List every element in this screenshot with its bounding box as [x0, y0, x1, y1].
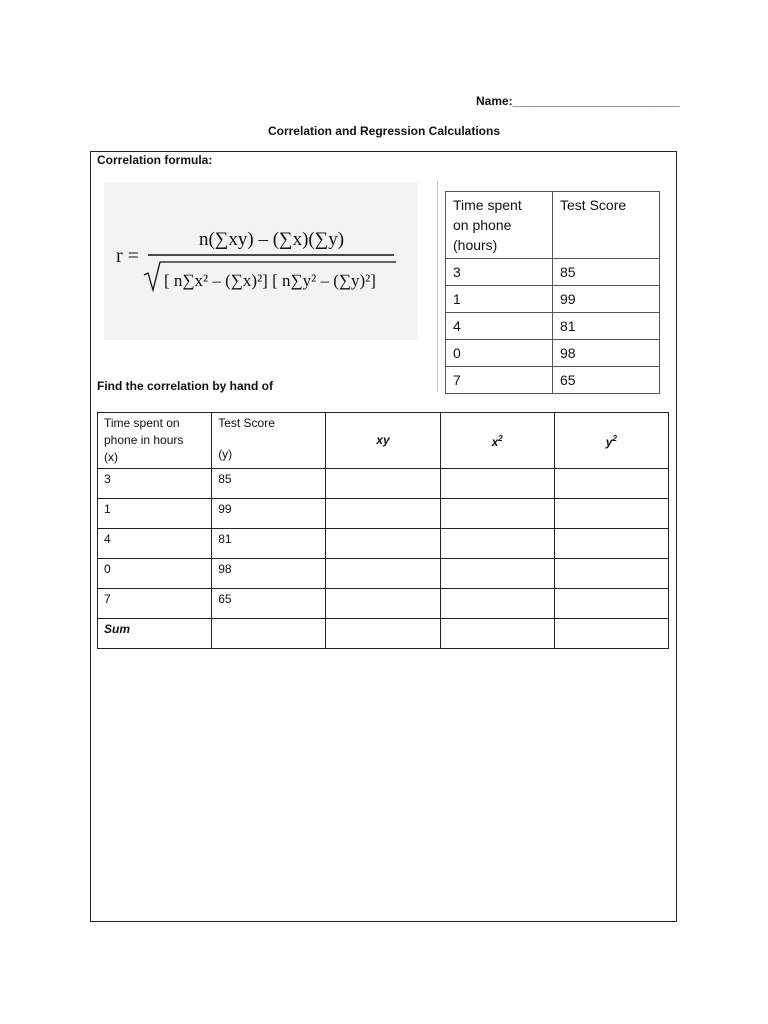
header-test-score: Test Score — [553, 192, 660, 259]
cell-x: 1 — [98, 499, 212, 529]
phone-score-data-table — [445, 191, 660, 394]
table-row — [98, 499, 669, 529]
header-x-squared — [440, 413, 554, 469]
cell-y: 81 — [212, 529, 326, 559]
correlation-formula-image — [104, 182, 418, 340]
cell-x: 4 — [98, 529, 212, 559]
table-row — [446, 367, 660, 394]
header-time-spent — [446, 192, 553, 259]
table-row — [446, 286, 660, 313]
header-line: on phone — [453, 217, 512, 233]
cell-x: 7 — [98, 589, 212, 619]
sum-row — [98, 619, 669, 649]
cell-x2-blank[interactable] — [440, 559, 554, 589]
header-x2-base: x — [491, 435, 499, 449]
cell-y2-blank[interactable] — [554, 559, 668, 589]
cell-y: 85 — [553, 259, 660, 286]
formula-heading: Correlation formula: — [97, 153, 213, 167]
cell-y: 99 — [212, 499, 326, 529]
table-row — [98, 469, 669, 499]
cell-y: 65 — [553, 367, 660, 394]
cell-y: 81 — [553, 313, 660, 340]
sum-label: Sum — [98, 619, 212, 649]
table-row — [446, 259, 660, 286]
page-title: Correlation and Regression Calculations — [267, 124, 501, 138]
cell-x2-blank[interactable] — [440, 499, 554, 529]
cell-x: 0 — [98, 559, 212, 589]
cell-x: 0 — [446, 340, 553, 367]
cell-y: 98 — [212, 559, 326, 589]
work-header-row — [98, 413, 669, 469]
cell-x: 3 — [446, 259, 553, 286]
sum-x2-blank[interactable] — [440, 619, 554, 649]
table-row — [98, 589, 669, 619]
cell-xy-blank[interactable] — [326, 559, 440, 589]
table-row — [446, 313, 660, 340]
table-row — [98, 529, 669, 559]
header-line: phone in hours — [104, 433, 184, 447]
cell-x: 1 — [446, 286, 553, 313]
cell-y: 99 — [553, 286, 660, 313]
header-line: (hours) — [453, 237, 498, 253]
header-line: (y) — [218, 447, 233, 461]
name-field-label[interactable]: Name:_________________________ — [476, 94, 680, 108]
sum-y-blank[interactable] — [212, 619, 326, 649]
header-x — [98, 413, 212, 469]
formula-numerator: n(∑xy) – (∑x)(∑y) — [199, 229, 345, 250]
header-line: Time spent on — [104, 416, 180, 430]
cell-x: 4 — [446, 313, 553, 340]
table-row — [98, 559, 669, 589]
correlation-work-table — [97, 412, 669, 649]
cell-xy-blank[interactable] — [326, 529, 440, 559]
header-y — [212, 413, 326, 469]
superscript-two: 2 — [612, 434, 617, 443]
table-row — [446, 340, 660, 367]
section-divider — [437, 180, 438, 392]
cell-xy-blank[interactable] — [326, 589, 440, 619]
cell-y: 98 — [553, 340, 660, 367]
header-line: Test Score — [218, 416, 275, 430]
header-y-squared — [554, 413, 668, 469]
header-y2-base: y — [605, 435, 613, 449]
superscript-two: 2 — [498, 434, 503, 443]
cell-y: 65 — [212, 589, 326, 619]
cell-xy-blank[interactable] — [326, 469, 440, 499]
cell-x: 7 — [446, 367, 553, 394]
cell-y: 85 — [212, 469, 326, 499]
cell-x2-blank[interactable] — [440, 589, 554, 619]
header-xy: xy — [326, 413, 440, 469]
cell-x2-blank[interactable] — [440, 529, 554, 559]
instruction-text: Find the correlation by hand of — [97, 379, 274, 393]
formula-denominator: [ n∑x² – (∑x)²] [ n∑y² – (∑y)²] — [164, 271, 376, 290]
cell-x2-blank[interactable] — [440, 469, 554, 499]
cell-x: 3 — [98, 469, 212, 499]
formula-lhs: r = — [116, 245, 139, 267]
table-header-row — [446, 192, 660, 259]
cell-y2-blank[interactable] — [554, 529, 668, 559]
cell-xy-blank[interactable] — [326, 499, 440, 529]
header-line: Time spent — [453, 197, 522, 213]
cell-y2-blank[interactable] — [554, 589, 668, 619]
sum-y2-blank[interactable] — [554, 619, 668, 649]
header-line: (x) — [104, 450, 118, 464]
cell-y2-blank[interactable] — [554, 499, 668, 529]
sum-xy-blank[interactable] — [326, 619, 440, 649]
cell-y2-blank[interactable] — [554, 469, 668, 499]
